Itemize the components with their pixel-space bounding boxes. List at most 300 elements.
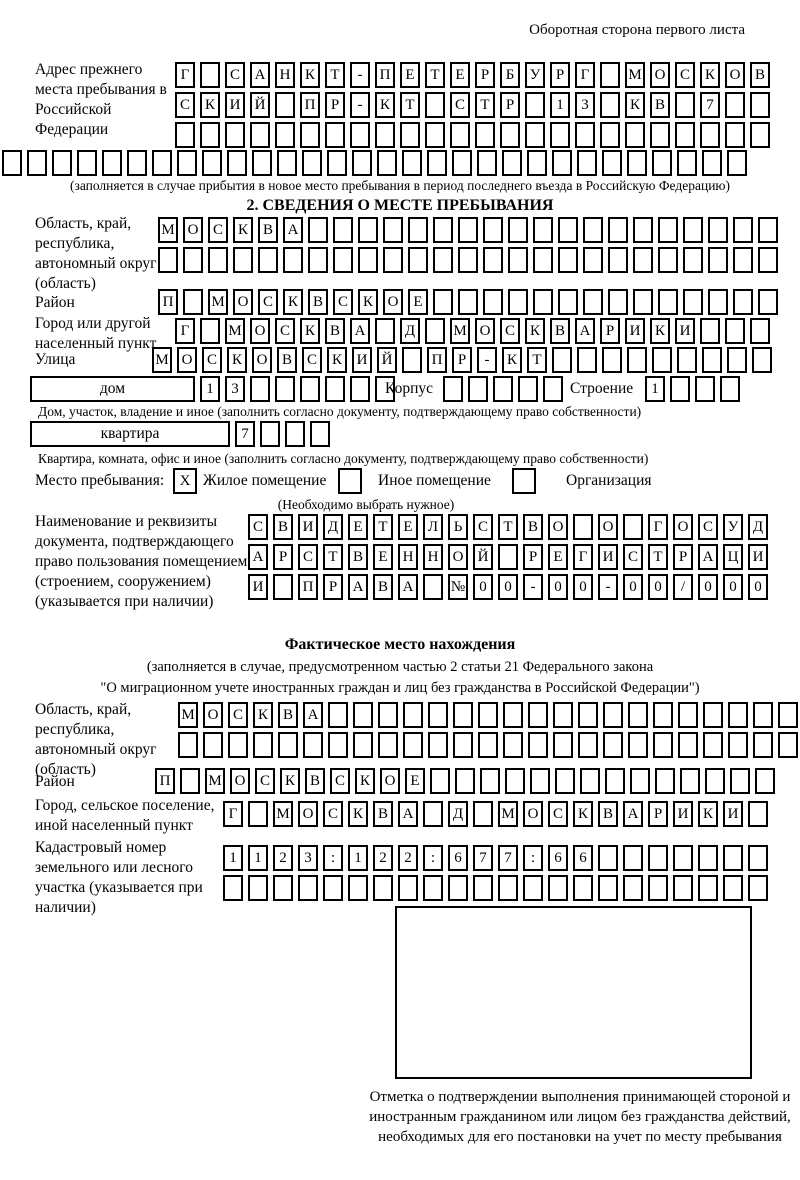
char-cell [627, 150, 647, 176]
char-cell: Ь [448, 514, 468, 540]
char-cell: Р [452, 347, 472, 373]
actual-location-title: Фактическое место нахождения [284, 636, 516, 653]
document-row-2 [248, 544, 768, 570]
char-cell [478, 732, 498, 758]
char-cell [648, 875, 668, 901]
char-cell [453, 732, 473, 758]
char-cell [350, 122, 370, 148]
char-cell: В [373, 574, 393, 600]
char-cell: У [525, 62, 545, 88]
char-cell [498, 875, 518, 901]
char-cell: К [358, 289, 378, 315]
char-cell: Р [323, 574, 343, 600]
char-cell: К [625, 92, 645, 118]
char-cell: 7 [498, 845, 518, 871]
char-cell [625, 122, 645, 148]
char-cell: А [250, 62, 270, 88]
char-cell [683, 217, 703, 243]
char-cell: С [323, 801, 343, 827]
char-cell [720, 376, 740, 402]
char-cell [298, 875, 318, 901]
char-cell [377, 150, 397, 176]
char-cell [580, 768, 600, 794]
char-cell [708, 289, 728, 315]
char-cell [727, 347, 747, 373]
char-cell [483, 217, 503, 243]
char-cell: 0 [548, 574, 568, 600]
char-cell [433, 247, 453, 273]
char-cell: Е [373, 544, 393, 570]
char-cell: Р [523, 544, 543, 570]
char-cell [553, 702, 573, 728]
char-cell: О [650, 62, 670, 88]
char-cell [310, 421, 330, 447]
char-cell [653, 702, 673, 728]
char-cell: В [550, 318, 570, 344]
char-cell: В [273, 514, 293, 540]
char-cell: К [700, 62, 720, 88]
prev-address-row-1 [175, 62, 770, 88]
char-cell [352, 150, 372, 176]
char-cell: Д [448, 801, 468, 827]
char-cell: К [355, 768, 375, 794]
char-cell: 3 [575, 92, 595, 118]
char-cell [727, 150, 747, 176]
char-cell [533, 289, 553, 315]
char-cell: И [298, 514, 318, 540]
char-cell [2, 150, 22, 176]
char-cell [553, 732, 573, 758]
char-cell: Е [548, 544, 568, 570]
char-cell [27, 150, 47, 176]
char-cell [458, 289, 478, 315]
char-cell [402, 347, 422, 373]
char-cell: Н [423, 544, 443, 570]
char-cell: : [523, 845, 543, 871]
char-cell: Е [405, 768, 425, 794]
char-cell: № [448, 574, 468, 600]
char-cell [700, 318, 720, 344]
char-cell [323, 875, 343, 901]
char-cell [458, 247, 478, 273]
char-cell: 2 [398, 845, 418, 871]
char-cell: : [423, 845, 443, 871]
char-cell [573, 514, 593, 540]
char-cell: Т [475, 92, 495, 118]
char-cell [683, 289, 703, 315]
char-cell [527, 150, 547, 176]
char-cell: У [723, 514, 743, 540]
char-cell [578, 702, 598, 728]
char-cell: А [303, 702, 323, 728]
char-cell: В [650, 92, 670, 118]
char-cell [333, 217, 353, 243]
char-cell [533, 217, 553, 243]
char-cell: 3 [225, 376, 245, 402]
actual-district-label: Район [35, 773, 75, 790]
city-row [175, 318, 770, 344]
char-cell [398, 875, 418, 901]
char-cell [733, 289, 753, 315]
char-cell [250, 376, 270, 402]
char-cell: М [205, 768, 225, 794]
char-cell: С [548, 801, 568, 827]
char-cell: О [448, 544, 468, 570]
char-cell: К [327, 347, 347, 373]
char-cell [573, 875, 593, 901]
char-cell [353, 702, 373, 728]
char-cell: 7 [473, 845, 493, 871]
char-cell: 6 [548, 845, 568, 871]
char-cell [728, 702, 748, 728]
char-cell: О [177, 347, 197, 373]
char-cell: А [248, 544, 268, 570]
stay-type-label: Место пребывания: [35, 472, 165, 489]
char-cell [278, 732, 298, 758]
char-cell: С [202, 347, 222, 373]
char-cell [433, 217, 453, 243]
char-cell: Р [475, 62, 495, 88]
actual-city-row [223, 801, 768, 827]
char-cell [308, 217, 328, 243]
char-cell: Т [527, 347, 547, 373]
char-cell: И [723, 801, 743, 827]
char-cell [285, 421, 305, 447]
char-cell [478, 702, 498, 728]
char-cell [493, 376, 513, 402]
char-cell: М [225, 318, 245, 344]
char-cell [528, 732, 548, 758]
char-cell [658, 217, 678, 243]
char-cell [608, 247, 628, 273]
char-cell: М [273, 801, 293, 827]
char-cell: К [502, 347, 522, 373]
char-cell [678, 702, 698, 728]
prev-address-row-3 [175, 122, 770, 148]
char-cell: С [623, 544, 643, 570]
char-cell: Р [550, 62, 570, 88]
char-cell [652, 150, 672, 176]
char-cell: М [208, 289, 228, 315]
char-cell: А [623, 801, 643, 827]
char-cell [753, 732, 773, 758]
char-cell [452, 150, 472, 176]
char-cell: С [473, 514, 493, 540]
char-cell: 0 [473, 574, 493, 600]
char-cell [102, 150, 122, 176]
prev-address-label: Адрес прежнего места пребывания в Российской Федерации [35, 61, 167, 138]
char-cell: Д [748, 514, 768, 540]
char-cell: Г [175, 318, 195, 344]
char-cell: Л [423, 514, 443, 540]
char-cell: : [323, 845, 343, 871]
char-cell [455, 768, 475, 794]
char-cell: Б [500, 62, 520, 88]
char-cell [603, 732, 623, 758]
char-cell: И [248, 574, 268, 600]
checkbox-other-premises [338, 468, 362, 494]
char-cell [702, 347, 722, 373]
char-cell [378, 732, 398, 758]
char-cell [403, 732, 423, 758]
char-cell [423, 875, 443, 901]
char-cell [275, 122, 295, 148]
char-cell [252, 150, 272, 176]
char-cell [425, 92, 445, 118]
char-cell [630, 768, 650, 794]
char-cell: Т [648, 544, 668, 570]
char-cell [383, 247, 403, 273]
char-cell [273, 875, 293, 901]
char-cell [378, 702, 398, 728]
char-cell: Г [573, 544, 593, 570]
char-cell [675, 122, 695, 148]
char-cell: Д [323, 514, 343, 540]
house-number-row [200, 376, 395, 402]
char-cell: А [283, 217, 303, 243]
char-cell: А [348, 574, 368, 600]
char-cell: Г [175, 62, 195, 88]
char-cell [633, 247, 653, 273]
char-cell [375, 318, 395, 344]
char-cell [423, 801, 443, 827]
char-cell [600, 122, 620, 148]
char-cell: Й [377, 347, 397, 373]
char-cell [473, 801, 493, 827]
char-cell [200, 318, 220, 344]
char-cell [248, 801, 268, 827]
char-cell: М [178, 702, 198, 728]
district-row [158, 289, 778, 315]
char-cell [558, 289, 578, 315]
char-cell [350, 376, 370, 402]
char-cell: К [233, 217, 253, 243]
char-cell [675, 92, 695, 118]
char-cell: Р [673, 544, 693, 570]
char-cell [708, 217, 728, 243]
char-cell [658, 247, 678, 273]
char-cell [598, 875, 618, 901]
char-cell [408, 247, 428, 273]
char-cell [203, 732, 223, 758]
char-cell: Т [400, 92, 420, 118]
char-cell [503, 702, 523, 728]
char-cell [503, 732, 523, 758]
char-cell: О [725, 62, 745, 88]
char-cell [353, 732, 373, 758]
char-cell [450, 122, 470, 148]
char-cell: К [348, 801, 368, 827]
char-cell: С [258, 289, 278, 315]
char-cell [523, 875, 543, 901]
char-cell: К [375, 92, 395, 118]
char-cell [577, 150, 597, 176]
char-cell [483, 289, 503, 315]
char-cell [578, 732, 598, 758]
char-cell [127, 150, 147, 176]
char-cell: 0 [698, 574, 718, 600]
char-cell [52, 150, 72, 176]
char-cell [208, 247, 228, 273]
korpus-label: Корпус [385, 380, 433, 397]
char-cell: К [283, 289, 303, 315]
char-cell [600, 62, 620, 88]
char-cell [227, 150, 247, 176]
char-cell [623, 514, 643, 540]
char-cell: П [300, 92, 320, 118]
char-cell: В [258, 217, 278, 243]
char-cell [575, 122, 595, 148]
char-cell [258, 247, 278, 273]
char-cell: В [277, 347, 297, 373]
char-cell [400, 122, 420, 148]
char-cell [670, 376, 690, 402]
char-cell [623, 845, 643, 871]
char-cell [183, 289, 203, 315]
char-cell [750, 122, 770, 148]
apartment-type-box: квартира [30, 421, 230, 447]
char-cell [308, 247, 328, 273]
char-cell [602, 150, 622, 176]
char-cell [708, 247, 728, 273]
char-cell: И [598, 544, 618, 570]
char-cell [627, 347, 647, 373]
char-cell: О [548, 514, 568, 540]
char-cell: И [225, 92, 245, 118]
char-cell [152, 150, 172, 176]
char-cell [327, 150, 347, 176]
char-cell: - [350, 62, 370, 88]
char-cell: 1 [550, 92, 570, 118]
char-cell [475, 122, 495, 148]
char-cell: И [352, 347, 372, 373]
char-cell [175, 122, 195, 148]
apartment-number-row [235, 421, 330, 447]
char-cell: О [233, 289, 253, 315]
char-cell [677, 150, 697, 176]
char-cell [558, 217, 578, 243]
char-cell [303, 732, 323, 758]
korpus-row [443, 376, 563, 402]
char-cell: П [375, 62, 395, 88]
char-cell: М [158, 217, 178, 243]
char-cell: К [525, 318, 545, 344]
actual-region-row-1 [178, 702, 798, 728]
char-cell [202, 150, 222, 176]
char-cell [695, 376, 715, 402]
char-cell [702, 150, 722, 176]
char-cell [658, 289, 678, 315]
char-cell: С [302, 347, 322, 373]
char-cell [703, 702, 723, 728]
char-cell [778, 702, 798, 728]
char-cell [703, 732, 723, 758]
char-cell: Н [398, 544, 418, 570]
char-cell [333, 247, 353, 273]
char-cell: П [155, 768, 175, 794]
char-cell: В [348, 544, 368, 570]
char-cell [408, 217, 428, 243]
char-cell [633, 289, 653, 315]
char-cell: И [675, 318, 695, 344]
char-cell [273, 574, 293, 600]
section2-title: 2. СВЕДЕНИЯ О МЕСТЕ ПРЕБЫВАНИЯ [246, 197, 554, 214]
char-cell [508, 247, 528, 273]
char-cell [283, 247, 303, 273]
char-cell: В [325, 318, 345, 344]
char-cell [583, 289, 603, 315]
char-cell [758, 289, 778, 315]
char-cell [158, 247, 178, 273]
char-cell [453, 702, 473, 728]
confirmation-stamp-box [395, 906, 752, 1079]
char-cell: - [523, 574, 543, 600]
char-cell [555, 768, 575, 794]
char-cell: 0 [623, 574, 643, 600]
char-cell: А [398, 801, 418, 827]
char-cell [730, 768, 750, 794]
char-cell: С [248, 514, 268, 540]
char-cell: С [225, 62, 245, 88]
region-row-1 [158, 217, 778, 243]
char-cell [725, 92, 745, 118]
char-cell [533, 247, 553, 273]
apartment-note: Квартира, комната, офис и иное (заполнить согласно документу, подтверждающему право собственности) [38, 451, 649, 466]
char-cell [600, 92, 620, 118]
char-cell [248, 875, 268, 901]
street-label: Улица [35, 351, 76, 368]
char-cell: В [373, 801, 393, 827]
char-cell: Р [500, 92, 520, 118]
cadastral-row-1 [223, 845, 768, 871]
char-cell: Д [400, 318, 420, 344]
char-cell [402, 150, 422, 176]
char-cell: 7 [700, 92, 720, 118]
char-cell [428, 702, 448, 728]
char-cell [425, 318, 445, 344]
char-cell [748, 845, 768, 871]
char-cell [250, 122, 270, 148]
char-cell [748, 875, 768, 901]
char-cell: К [300, 318, 320, 344]
char-cell [755, 768, 775, 794]
char-cell: Е [348, 514, 368, 540]
char-cell: Р [648, 801, 668, 827]
char-cell [680, 768, 700, 794]
char-cell [500, 122, 520, 148]
char-cell: 0 [723, 574, 743, 600]
char-cell [723, 875, 743, 901]
char-cell: М [450, 318, 470, 344]
char-cell: 3 [298, 845, 318, 871]
char-cell [328, 732, 348, 758]
char-cell [325, 376, 345, 402]
char-cell [550, 122, 570, 148]
char-cell [375, 122, 395, 148]
char-cell: Г [575, 62, 595, 88]
char-cell [448, 875, 468, 901]
char-cell: Е [400, 62, 420, 88]
char-cell [525, 92, 545, 118]
char-cell: Е [450, 62, 470, 88]
char-cell: В [523, 514, 543, 540]
char-cell: Т [323, 544, 343, 570]
char-cell: С [228, 702, 248, 728]
char-cell: Й [473, 544, 493, 570]
char-cell: 1 [200, 376, 220, 402]
char-cell [233, 247, 253, 273]
house-type-box: дом [30, 376, 195, 402]
